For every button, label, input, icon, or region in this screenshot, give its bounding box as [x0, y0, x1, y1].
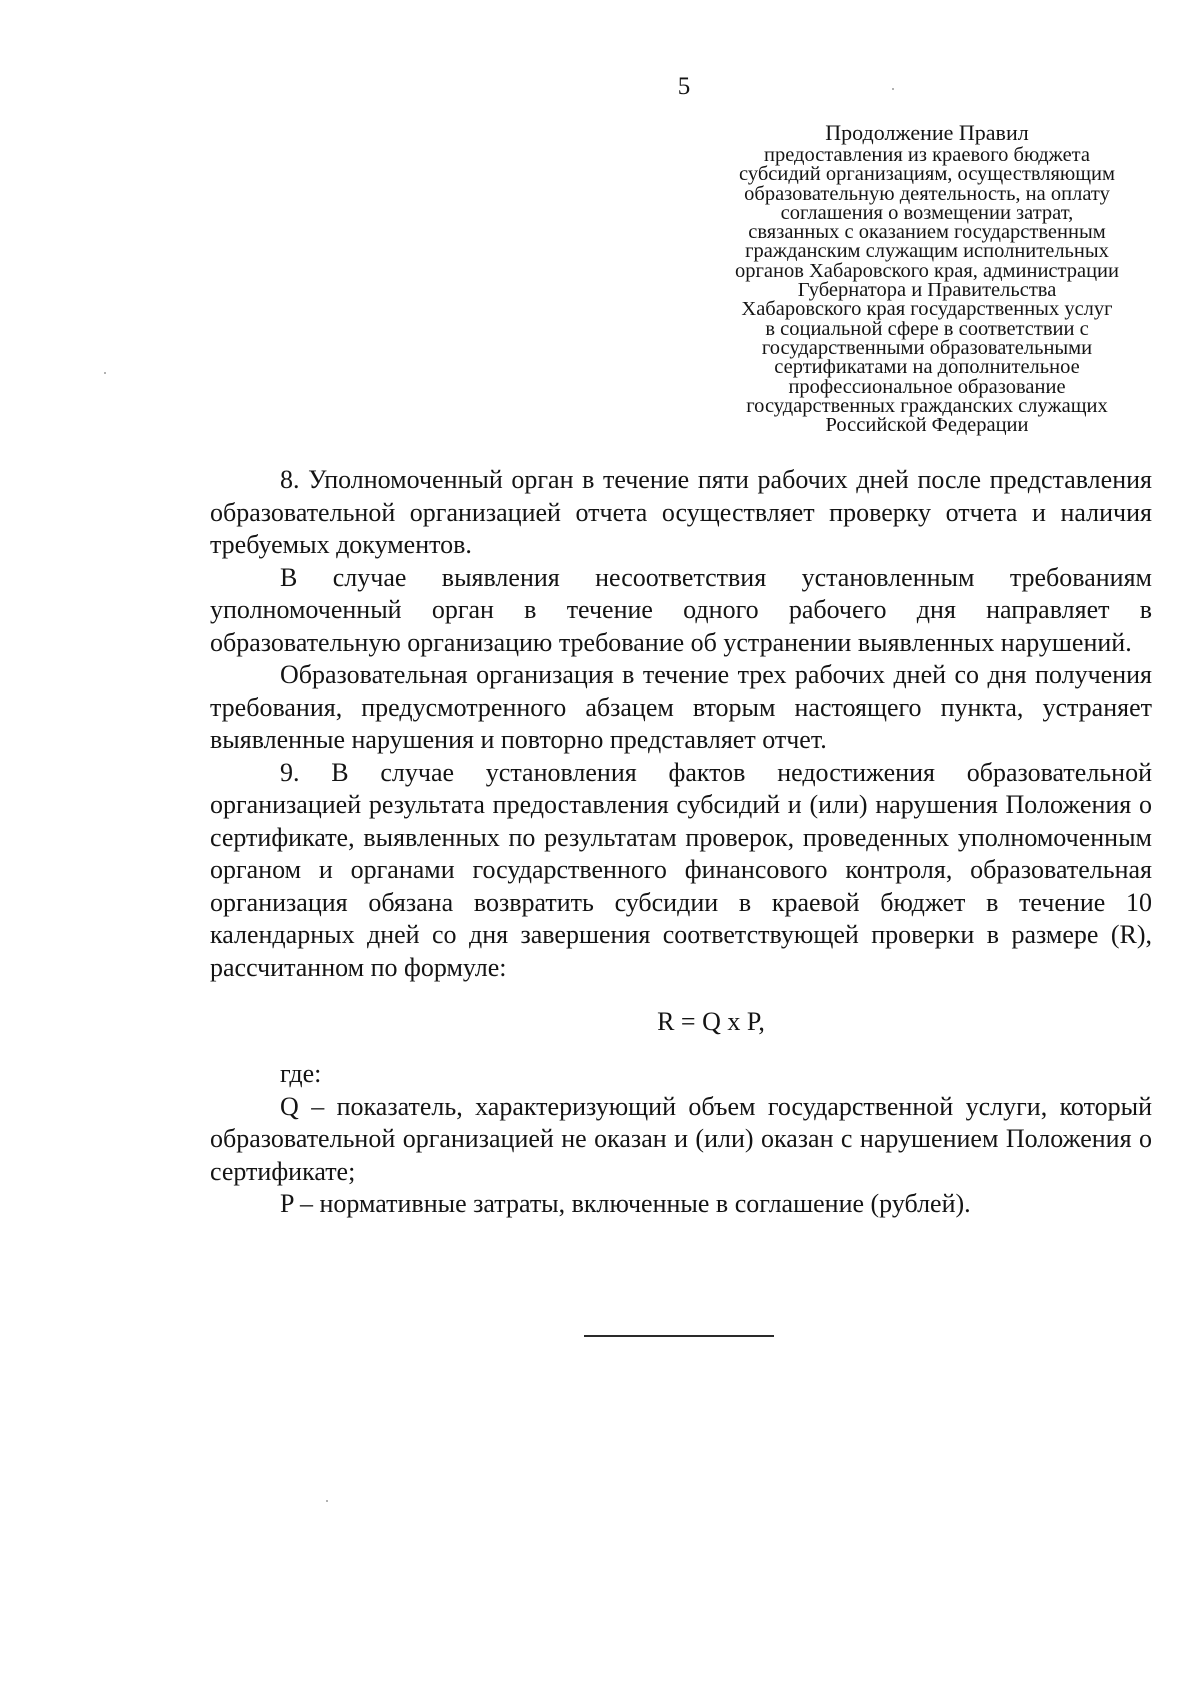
- paragraph-9-1: 9. В случае установления фактов недостижения образовательной организацией результата предоставления субсидий и (или) нарушения Положения о сертификате, выявленных по результатам проверок, проведенных уполномоченным органом и органами государственного финансового контроля, образовательная организация обязана возвратить субсидии в краевой бюджет в течение 10 календарных дней со дня завершения соответствующей проверки в размере (R), рассчитанном по формуле:: [210, 757, 1152, 982]
- header-line: предоставления из краевого бюджета: [764, 144, 1090, 166]
- header-line: государственных гражданских служащих: [746, 394, 1108, 417]
- header-line: образовательную деятельность, на оплату: [744, 182, 1110, 205]
- header-line: гражданским служащим исполнительных: [745, 240, 1109, 263]
- document-body: [210, 464, 1152, 1221]
- end-of-text-rule: [584, 1335, 774, 1337]
- paragraph-8-2: В случае выявления несоответствия установленным требованиям уполномоченный орган в течение одного рабочего дня направляет в образовательную организацию требование об устранении выявленных нарушений.: [210, 562, 1152, 657]
- header-line: государственными образовательными: [761, 336, 1093, 359]
- header-line: Губернатора и Правительства: [797, 279, 1057, 302]
- header-line: субсидий организациям, осуществляющим: [739, 163, 1115, 186]
- scan-speck: [892, 88, 894, 90]
- header-line: сертификатами на дополнительное: [774, 356, 1080, 379]
- header-line: соглашения о возмещении затрат,: [780, 201, 1074, 224]
- header-line: Хабаровского края государственных услуг: [741, 298, 1113, 321]
- header-title: Продолжение Правил: [825, 120, 1029, 145]
- paragraph-8-3: Образовательная организация в течение трех рабочих дней со дня получения требования, предусмотренного абзацем вторым настоящего пункта, устраняет выявленные нарушения и повторно представляет отчет.: [210, 660, 1152, 754]
- header-line: органов Хабаровского края, администрации: [734, 259, 1120, 282]
- paragraph-8-1: 8. Уполномоченный орган в течение пяти рабочих дней после представления образовательной организацией отчета осуществляет проверку отчета и наличия требуемых документов.: [210, 465, 1152, 559]
- page-number: 5: [677, 73, 691, 100]
- header-line: Российской Федерации: [825, 414, 1029, 437]
- header-line: в социальной сфере в соответствии с: [765, 317, 1089, 340]
- header-line: профессиональное образование: [788, 375, 1066, 398]
- where-label: где:: [280, 1059, 322, 1088]
- header-subtitle: [688, 146, 1166, 435]
- header-line: связанных с оказанием государственным: [748, 221, 1106, 244]
- definition-q: Q – показатель, характеризующий объем государственной услуги, который образовательной организацией не оказан и (или) оказан с нарушением Положения о сертификате;: [210, 1091, 1152, 1186]
- scan-speck: [104, 372, 106, 374]
- document-header: [688, 120, 1166, 435]
- formula: R = Q x P,: [657, 1007, 765, 1036]
- scan-speck: [326, 1500, 328, 1502]
- definition-p: P – нормативные затраты, включенные в соглашение (рублей).: [280, 1189, 971, 1218]
